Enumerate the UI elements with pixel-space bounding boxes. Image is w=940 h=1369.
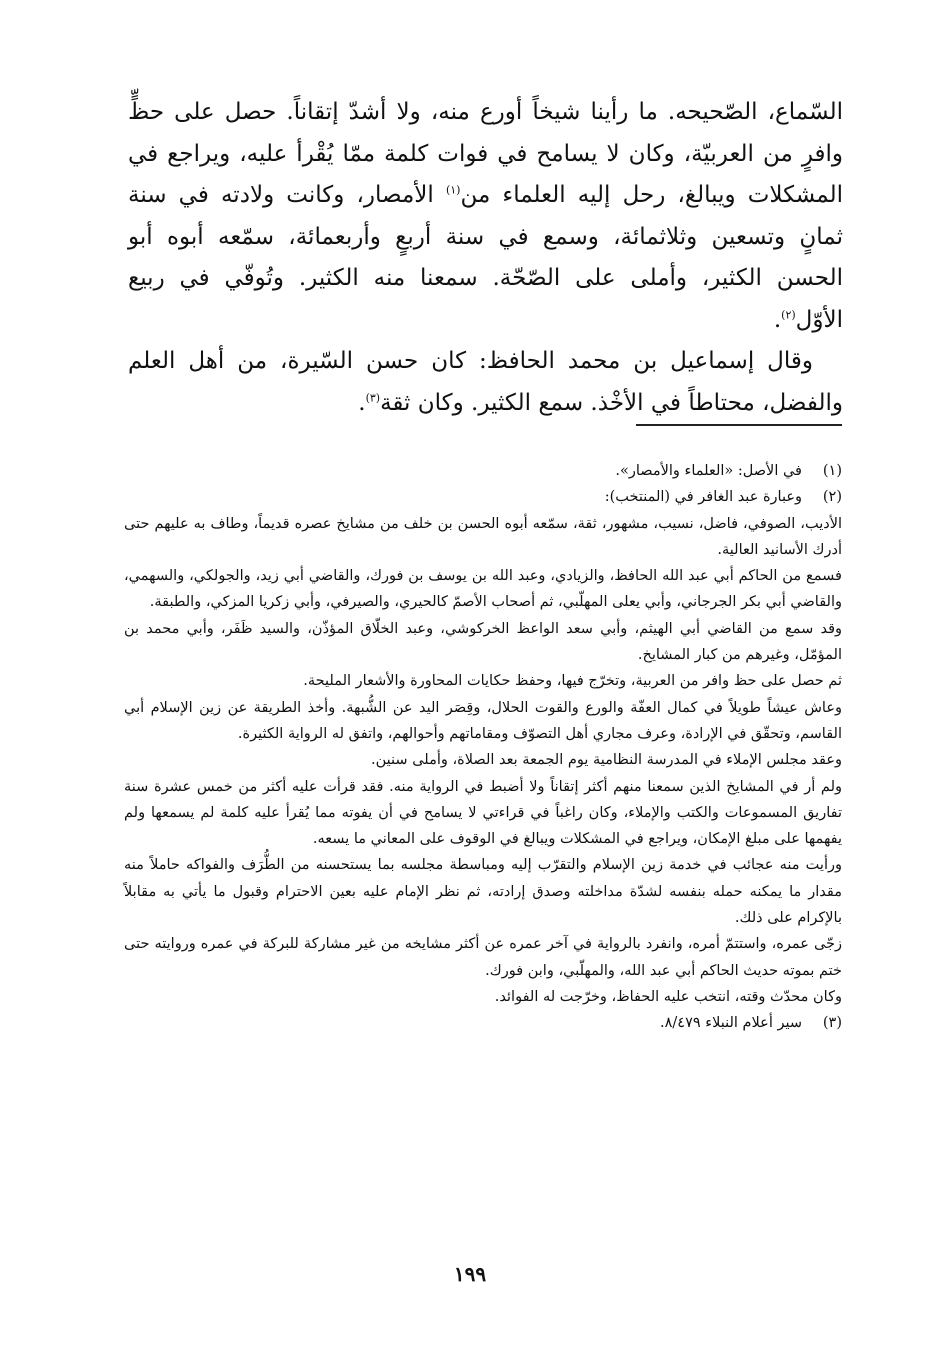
footnote-paragraph: زجّى عمره، واستتمّ أمره، وانفرد بالرواية في آخر عمره عن أكثر مشايخه من غير مشاركة للبركة في عمره وروايته حتى ختم بموته حديث الحاكم أبي عبد الله، والمهلّبي، وابن فورك.	[124, 936, 842, 979]
main-text-segment: وقال إسماعيل بن محمد الحافظ: كان حسن السّيرة، من أهل العلم والفضل، محتاطاً في الأخْذ. سمع الكثير. وكان ثقة	[128, 348, 843, 416]
main-text-block	[128, 92, 843, 424]
footnote-text: في الأصل: «العلماء والأمصار».	[615, 463, 802, 479]
footnote-3	[124, 1010, 842, 1036]
main-paragraph-1	[128, 92, 843, 341]
footnote-paragraph: الأديب، الصوفي، فاضل، نسيب، مشهور، ثقة، سمّعه أبوه الحسن بن خلف من مشايخ عصره قديماً، وطاف به عليهم حتى أدرك الأسانيد العالية.	[124, 515, 842, 558]
footnote-paragraph: وقد سمع من القاضي أبي الهيثم، وأبي سعد الواعظ الخركوشي، وعبد الخلّاق المؤذّن، والسيد ظَفَر، وأبي محمد بن المؤمّل، وغيرهم من كبار المشايخ.	[124, 620, 842, 664]
footnote-paragraph: ثم حصل على حظ وافر من العربية، وتخرّج فيها، وحفظ حكايات المحاورة والأشعار المليحة.	[303, 673, 842, 690]
footnote-1	[124, 458, 842, 484]
footnote-paragraph: وعقد مجلس الإملاء في المدرسة النظامية يوم الجمعة بعد الصلاة، وأملى سنين.	[371, 752, 842, 769]
footnotes-block	[124, 458, 842, 1037]
footnote-paragraph: فسمع من الحاكم أبي عبد الله الحافظ، والزيادي، وعبد الله بن يوسف بن فورك، والقاضي أبي زيد، والجولكي، والسهمي، والقاضي أبي بكر الجرجاني، وأبي يعلى المهلّبي، ثم أصحاب الأصمّ كالحيري، والصيرفي، وأبي زكريا المزكي، والطبقة.	[124, 568, 842, 611]
footnote-separator	[636, 424, 842, 426]
main-text-segment: .	[773, 306, 782, 333]
page-number: ١٩٩	[453, 1262, 487, 1286]
main-text-segment: .	[358, 389, 366, 416]
footnote-number: (٣)	[822, 1015, 842, 1032]
footnote-number: (٢)	[822, 489, 842, 506]
footnote-ref-1: (١)	[445, 183, 461, 197]
footnote-paragraph: وكان محدّث وقته، انتخب عليه الحفاظ، وخرّجت له الفوائد.	[494, 988, 842, 1005]
footnote-2	[124, 484, 842, 510]
footnote-paragraph: ولم أر في المشايخ الذين سمعنا منهم أكثر إتقاناً ولا أضبط في الرواية منه. فقد قرأت عليه أكثر من خمس عشرة سنة تفاريق المسموعات والكتب والإملاء، وكان راغباً في قراءتي لا يسامح في أن يفوته مما يُقرأ عليه كلمة لم يسمعها ولم يفهمها على مبلغ الإمكان، ويراجع في المشكلات ويبالغ في الوقوف على المعاني ما يسعه.	[124, 778, 842, 848]
footnote-ref-2: (٢)	[781, 307, 796, 321]
main-paragraph-2	[128, 341, 843, 424]
footnote-ref-3: (٣)	[365, 390, 381, 404]
footnote-paragraph: ورأيت منه عجائب في خدمة زين الإسلام والتقرّب إليه ومباسطة مجلسه بما يستحسنه من الطُّرَف والفواكه حاملاً منه مقدار ما يمكنه حمله بنفسه لشدّة مداخلته وصدق إرادته، ثم نظر الإمام عليه بعين الاحترام وقبول ما يأتي به مقابلاً بالإكرام على ذلك.	[124, 857, 842, 927]
main-text-segment: الأمصار، وكانت ولادته في سنة ثمانٍ وتسعين وثلاثمائة، وسمع في سنة أربعٍ وأربعمائة، سمّعه أبوه أبو الحسن الكثير، وأملى على الصّحّة. سمعنا منه الكثير. وتُوفّي في ربيع الأوّل	[128, 182, 843, 333]
footnote-text: سير أعلام النبلاء ٨/٤٧٩.	[660, 1015, 802, 1032]
footnote-paragraph: وعاش عيشاً طويلاً في كمال العفّة والورع والقوت الحلال، وقِصَر اليد عن الشُّبهة. وأخذ الطريقة عن زين الإسلام أبي القاسم، وتحقّق في الإرادة، وعرف مجاري أهل التصوّف ومقاماتهم وأحوالهم، واتفق له الرواية الكثيرة.	[124, 699, 842, 742]
footnote-number: (١)	[822, 463, 842, 479]
footnote-text: وعبارة عبد الغافر في (المنتخب):	[604, 489, 802, 506]
main-text-segment: السّماع، الصّحيحه. ما رأينا شيخاً أورع منه، ولا أشدّ إتقاناً. حصل على حظٍّ وافرٍ من العربيّة، وكان لا يسامح في فوات كلمة ممّا يُقْرأ عليه، ويراجع في المشكلات ويبالغ، رحل إليه العلماء من	[128, 99, 843, 208]
